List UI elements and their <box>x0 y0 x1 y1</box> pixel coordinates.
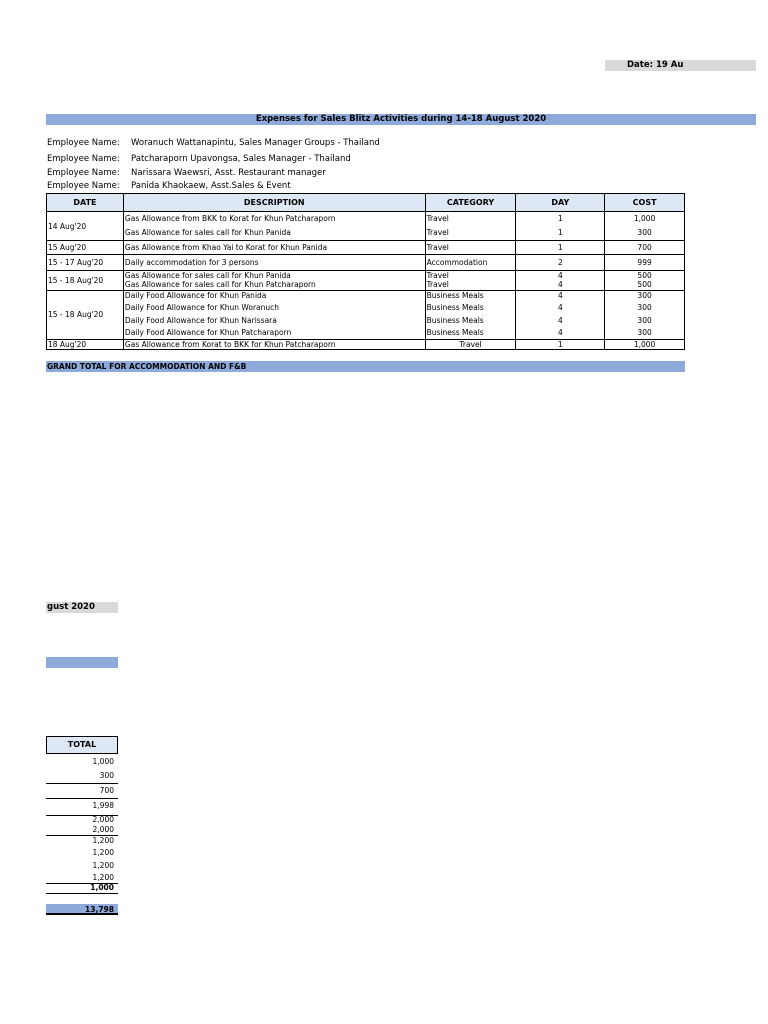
description-cell: Gas Allowance from Khao Yai to Korat for Khun Panida <box>123 241 425 255</box>
cost-cell: 500 <box>605 280 685 290</box>
table-row <box>47 314 685 327</box>
table-row <box>47 280 685 290</box>
day-cell: 4 <box>516 280 605 290</box>
category-cell: Travel <box>425 339 516 349</box>
day-cell: 4 <box>516 314 605 327</box>
cost-cell: 700 <box>605 241 685 255</box>
report-title: Expenses for Sales Blitz Activities during 14-18 August 2020 <box>46 114 756 125</box>
day-cell: 2 <box>516 255 605 271</box>
description-cell: Daily Food Allowance for Khun Narissara <box>123 314 425 327</box>
grand-total-label: GRAND TOTAL FOR ACCOMMODATION AND F&B <box>46 361 685 372</box>
description-cell: Daily accommodation for 3 persons <box>123 255 425 271</box>
date-field: Date: 19 Au <box>605 60 756 71</box>
title-bar-fragment <box>46 657 118 668</box>
total-value: 300 <box>99 771 114 780</box>
table-row <box>47 327 685 339</box>
cost-cell: 300 <box>605 301 685 314</box>
employee-value: Patcharaporn Upavongsa, Sales Manager - Thailand <box>131 154 351 164</box>
description-cell: Gas Allowance for sales call for Khun Panida <box>123 271 425 281</box>
date-fragment: gust 2020 <box>46 602 118 613</box>
date-cell: 15 - 18 Aug'20 <box>47 271 124 291</box>
table-row <box>47 290 685 301</box>
total-value: 1,000 <box>90 883 114 892</box>
total-value: 700 <box>99 786 114 795</box>
cost-cell: 1,000 <box>605 339 685 349</box>
date-cell: 14 Aug'20 <box>47 212 124 241</box>
day-cell: 1 <box>516 241 605 255</box>
employee-label: Employee Name: <box>47 138 120 148</box>
cost-cell: 999 <box>605 255 685 271</box>
description-cell: Daily Food Allowance for Khun Woranuch <box>123 301 425 314</box>
day-cell: 1 <box>516 212 605 226</box>
table-row <box>47 339 685 349</box>
row-divider <box>46 783 118 784</box>
category-cell: Business Meals <box>425 314 516 327</box>
total-value: 1,200 <box>92 861 114 870</box>
total-value: 1,200 <box>92 836 114 845</box>
day-cell: 4 <box>516 271 605 281</box>
table-row <box>47 241 685 255</box>
table-row <box>47 226 685 241</box>
date-cell: 15 - 17 Aug'20 <box>47 255 124 271</box>
category-cell: Travel <box>425 271 516 281</box>
row-divider <box>46 893 118 894</box>
table-row <box>47 301 685 314</box>
category-cell: Travel <box>425 280 516 290</box>
expense-table <box>46 193 685 350</box>
category-cell: Business Meals <box>425 301 516 314</box>
total-value: 1,000 <box>92 757 114 766</box>
total-value: 1,998 <box>92 801 114 810</box>
day-cell: 4 <box>516 327 605 339</box>
table-header-row <box>47 194 685 212</box>
description-cell: Gas Allowance for sales call for Khun Patcharaporn <box>123 280 425 290</box>
category-cell: Travel <box>425 212 516 226</box>
cost-cell: 300 <box>605 290 685 301</box>
grand-total-value: 13,798 <box>46 904 118 915</box>
description-cell: Gas Allowance from BKK to Korat for Khun Patcharaporn <box>123 212 425 226</box>
category-cell: Travel <box>425 226 516 241</box>
cost-cell: 500 <box>605 271 685 281</box>
total-value: 2,000 <box>92 815 114 824</box>
total-value: 2,000 <box>92 825 114 834</box>
description-cell: Daily Food Allowance for Khun Patcharaporn <box>123 327 425 339</box>
row-divider <box>46 798 118 799</box>
category-cell: Business Meals <box>425 290 516 301</box>
employee-line <box>47 168 326 178</box>
day-cell: 4 <box>516 301 605 314</box>
employee-line <box>47 138 380 148</box>
employee-line <box>47 181 291 191</box>
description-cell: Daily Food Allowance for Khun Panida <box>123 290 425 301</box>
table-row <box>47 255 685 271</box>
table-row <box>47 212 685 226</box>
employee-value: Narissara Waewsri, Asst. Restaurant manager <box>131 168 326 178</box>
column-header-day: DAY <box>516 194 605 212</box>
column-header-description: DESCRIPTION <box>123 194 425 212</box>
employee-value: Woranuch Wattanapintu, Sales Manager Groups - Thailand <box>131 138 380 148</box>
description-cell: Gas Allowance from Korat to BKK for Khun Patcharaporn <box>123 339 425 349</box>
category-cell: Accommodation <box>425 255 516 271</box>
category-cell: Travel <box>425 241 516 255</box>
total-value: 1,200 <box>92 848 114 857</box>
cost-cell: 300 <box>605 327 685 339</box>
day-cell: 1 <box>516 226 605 241</box>
day-cell: 1 <box>516 339 605 349</box>
total-column-header: TOTAL <box>46 736 118 754</box>
table-row <box>47 271 685 281</box>
employee-label: Employee Name: <box>47 181 120 191</box>
day-cell: 4 <box>516 290 605 301</box>
column-header-date: DATE <box>47 194 124 212</box>
employee-line <box>47 154 351 164</box>
employee-value: Panida Khaokaew, Asst.Sales & Event <box>131 181 291 191</box>
date-cell: 15 - 18 Aug'20 <box>47 290 124 339</box>
employee-label: Employee Name: <box>47 168 120 178</box>
description-cell: Gas Allowance for sales call for Khun Panida <box>123 226 425 241</box>
column-header-cost: COST <box>605 194 685 212</box>
category-cell: Business Meals <box>425 327 516 339</box>
cost-cell: 1,000 <box>605 212 685 226</box>
date-cell: 15 Aug'20 <box>47 241 124 255</box>
employee-label: Employee Name: <box>47 154 120 164</box>
cost-cell: 300 <box>605 226 685 241</box>
total-value: 1,200 <box>92 873 114 882</box>
date-cell: 18 Aug'20 <box>47 339 124 349</box>
cost-cell: 300 <box>605 314 685 327</box>
column-header-category: CATEGORY <box>425 194 516 212</box>
